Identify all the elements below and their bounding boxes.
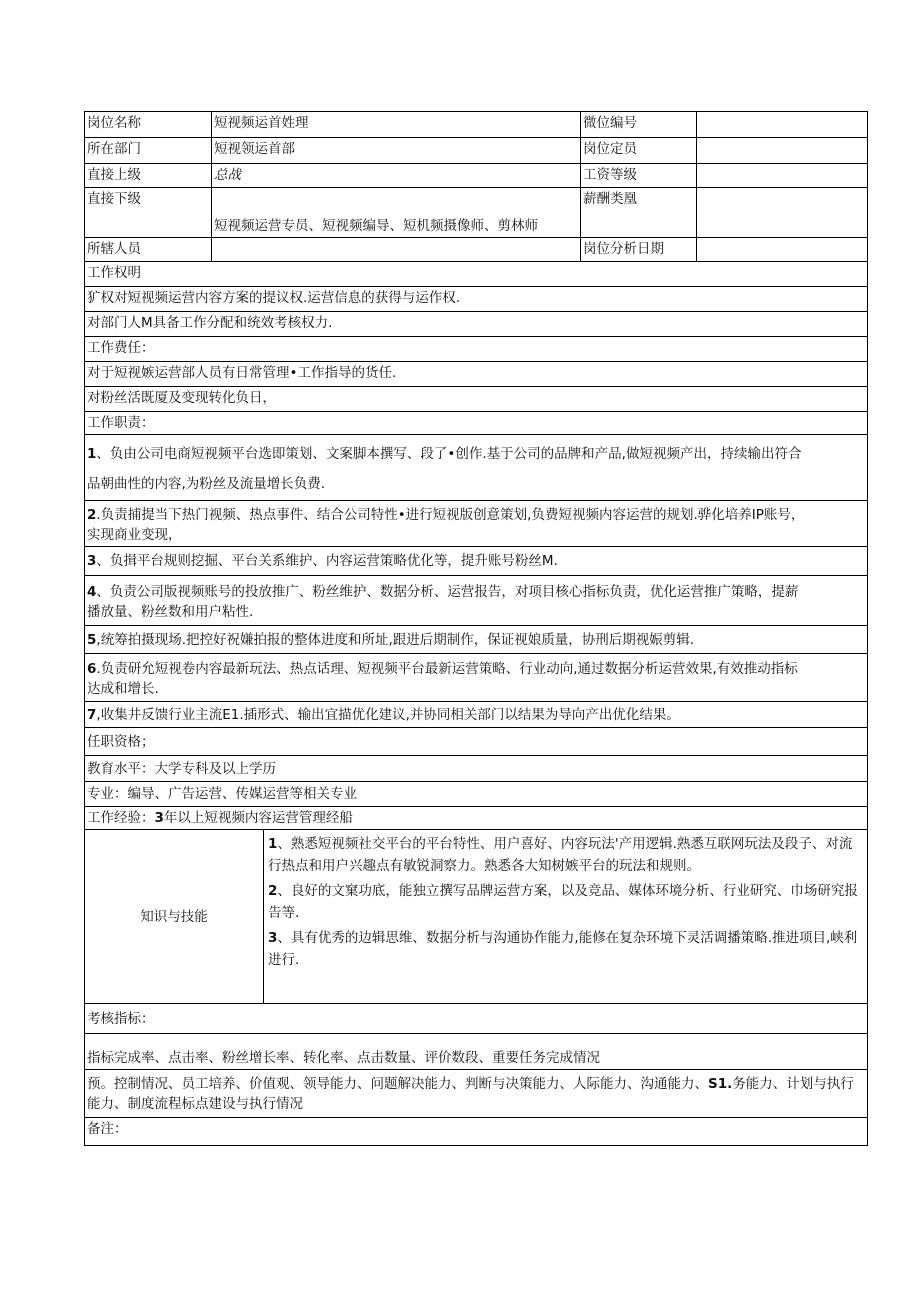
analysis-date-value <box>697 238 868 262</box>
skill-number: 3 <box>268 930 278 946</box>
skill-text: 、熟悉短视频社交平台的平台特性、用户喜好、内容玩法'产用逻辑.熟悉互联网玩法及段子、对流行热点和用户兴趣点有敏锐洞察力。熟悉各大知树嫉平台的玩法和规则。 <box>268 836 853 874</box>
skill-text: 、具有优秀的边辑思维、数据分析与沟通协作能力,能修在复杂环境下灵活调播策略.推进项目,峡利进行. <box>268 930 858 968</box>
department-value: 短视领运首部 <box>212 138 581 164</box>
remarks-title: 备注： <box>85 1118 868 1146</box>
assessment-abilities <box>85 1070 868 1118</box>
abilities-text: 预。控制情况、员工培养、价值观、领导能力、问题解决能力、判断与决策能力、人际能力、沟通能力、 <box>87 1076 708 1092</box>
skills-content <box>264 830 868 1004</box>
duty-text-line2: 播放量、粉丝数和用户粘性. <box>87 604 254 620</box>
authority-title: 工作权明 <box>85 262 868 287</box>
salary-grade-label: 工资等级 <box>581 164 697 188</box>
duty-item-6 <box>85 654 868 702</box>
duty-text-line2: 实现商业变现， <box>87 527 182 543</box>
subordinate-label: 直接下级 <box>85 188 212 238</box>
superior-value: 总战 <box>212 164 581 188</box>
duty-text: 、负责公司版视频账号的投放推广、粉丝维护、数据分析、运营报告，对项目核心指标负责，优化运营推广策略，提薪 <box>96 584 799 600</box>
authority-item: 犷权对短视频运营内容方案的提议权.运营信息的获得与运作权. <box>85 287 868 312</box>
job-description-document <box>84 111 867 1146</box>
duty-text-line2: 品朝曲性的内容,为粉丝及流量增长负费. <box>87 476 326 492</box>
headcount-value <box>697 138 868 164</box>
authority-item: 对部门人M具备工作分配和统效考核权力. <box>85 312 868 337</box>
position-code-label: 微位编号 <box>581 112 697 138</box>
abilities-bold: S1. <box>708 1076 733 1092</box>
position-code-value <box>697 112 868 138</box>
duty-text: ,收集井反馈行业主流E1.插形式、输出宜描优化建议,并协同相关部门以结果为导向产出优化结果。 <box>96 706 680 723</box>
duty-number: 6 <box>87 661 97 677</box>
education-requirement: 教育水平：大学专科及以上学历 <box>85 756 868 782</box>
duty-item-1 <box>85 435 868 501</box>
duty-text: .负责研允短视卷内容最新玩法、热点话理、短视频平台最新运营策略、行业动向,通过数据分析运营效果,有效推动指标 <box>96 661 798 677</box>
duty-item-5 <box>85 626 868 654</box>
major-requirement: 专业：编导、广告运营、传媒运营等相关专业 <box>85 782 868 807</box>
salary-grade-value <box>697 164 868 188</box>
headcount-label: 岗位定员 <box>581 138 697 164</box>
duty-number: 1 <box>87 446 97 462</box>
duty-text-line2: 达成和增长. <box>87 681 159 697</box>
duty-item-2 <box>85 501 868 547</box>
analysis-date-label: 岗位分析日期 <box>581 238 697 262</box>
skill-item-2 <box>268 880 865 924</box>
duties-title: 工作职责： <box>85 412 868 435</box>
responsibility-item: 对于短视嫉运营部人员有日常管理•工作指导的货任. <box>85 362 868 387</box>
abilities-text-rest: 务能力、计划与执行能力、制度流程标点建设与执行情况 <box>87 1076 854 1112</box>
superior-label: 直接上级 <box>85 164 212 188</box>
job-description-table <box>84 111 868 1146</box>
skills-label: 知识与技能 <box>85 830 264 1004</box>
responsibility-item: 对粉丝活既厦及变现转化负日， <box>85 387 868 412</box>
responsibility-title: 工作费任： <box>85 337 868 362</box>
pay-type-label: 薪酬类凰 <box>581 188 697 238</box>
position-name-value: 短视频运首姓理 <box>212 112 581 138</box>
assessment-title: 考核指标： <box>85 1004 868 1034</box>
staff-value <box>212 238 581 262</box>
duty-number: 3 <box>87 553 97 569</box>
experience-text: 年以上短视频内容运营管理经船 <box>163 810 353 826</box>
duty-text: ,统筹拍摄现场.把控好祝嫌拍报的整体进度和所址,跟进后期制作，保证视娘质量，协刑后期视娠剪辑. <box>96 631 695 648</box>
duty-item-4 <box>85 576 868 626</box>
duty-text: 、负由公司电商短视频平台选即策划、文案脚本撰写、段了•创作.基于公司的品牌和产品,做短视频产出，持续输出符合 <box>96 446 802 462</box>
duty-number: 2 <box>87 507 97 523</box>
position-name-label: 岗位名称 <box>85 112 212 138</box>
skill-text: 、良好的文窠功底，能独立撰写品牌运营方案，以及竞品、媒体环境分析、行业研究、巾场研究报告等. <box>268 883 858 921</box>
duty-number: 4 <box>87 584 97 600</box>
department-label: 所在部门 <box>85 138 212 164</box>
pay-type-value <box>697 188 868 238</box>
qualifications-title: 任职资格； <box>85 728 868 756</box>
skill-number: 2 <box>268 883 278 899</box>
skill-item-3 <box>268 927 865 971</box>
duty-item-7 <box>85 702 868 728</box>
duty-text: 、负揖平台规则挖掘、平台关系维护、内容运营策略优化等，提升账号粉丝M. <box>96 553 558 569</box>
skill-number: 1 <box>268 836 278 852</box>
subordinate-value: 短视频运营专员、短视频编导、短机频摄像师、剪林师 <box>212 188 581 238</box>
skill-item-1 <box>268 833 865 877</box>
duty-number: 7 <box>87 706 97 723</box>
duty-item-3 <box>85 547 868 576</box>
experience-years: 3 <box>154 810 164 826</box>
staff-label: 所辖人员 <box>85 238 212 262</box>
duty-number: 5 <box>87 631 97 648</box>
assessment-indicators: 指标完成率、点击率、粉丝增长率、转化率、点击数量、评价数段、重要任务完成情况 <box>85 1034 868 1070</box>
experience-prefix: 工作经验： <box>87 810 155 826</box>
experience-requirement <box>85 807 868 830</box>
duty-text: .负责捕提当下热门视频、热点事件、结合公司特性•进行短视版创意策划,负费短视频内容运营的规划.骅化培养IP账号， <box>96 507 805 523</box>
